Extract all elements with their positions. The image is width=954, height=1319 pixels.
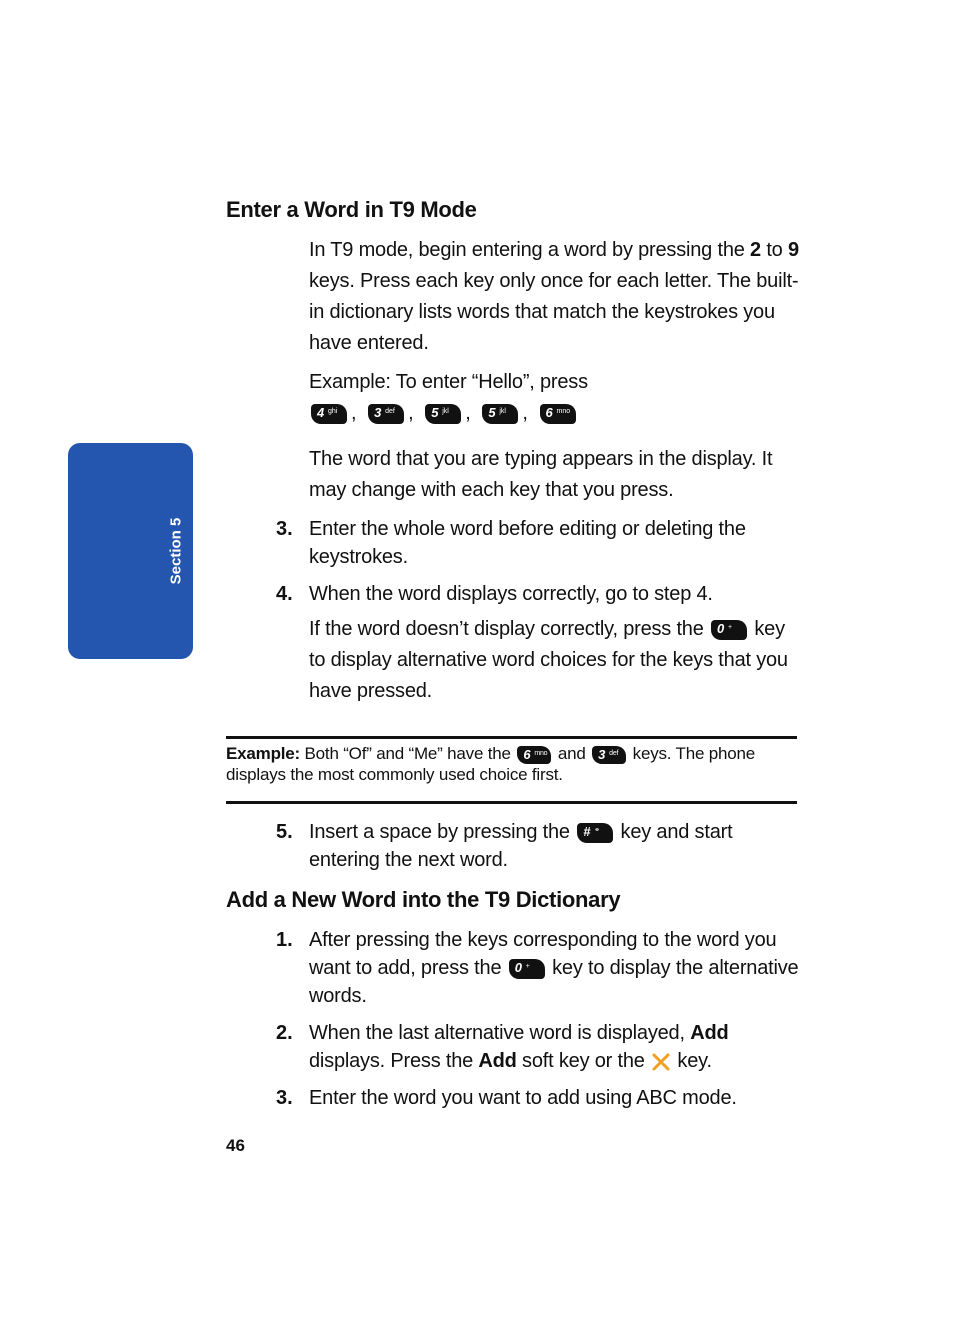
key-0-icon: 0 +	[509, 959, 545, 979]
step4-sub-paragraph: If the word doesn’t display correctly, press the 0 + key to display alternative word choices for the keys that you have pressed.	[309, 618, 788, 702]
step-number: 4.	[276, 583, 293, 605]
key-0-icon: 0 +	[711, 620, 747, 640]
display-note: The word that you are typing appears in the display. It may change with each key that you press.	[309, 448, 773, 501]
section-tab-label: Section 5	[167, 517, 185, 585]
section-heading-add-word: Add a New Word into the T9 Dictionary	[226, 887, 621, 912]
key-5-icon: 5 jkl	[482, 404, 518, 424]
step-text: When the word displays correctly, go to step 4.	[309, 583, 713, 605]
example-note: Example: Both “Of” and “Me” have the 6 mno and 3 def keys. The phone displays the most commonly used choice first.	[226, 744, 756, 784]
key-4-icon: 4 ghi	[311, 404, 347, 424]
step-text: Insert a space by pressing the # ⚭ key and start entering the next word.	[309, 821, 733, 871]
key-3-icon: 3 def	[592, 746, 626, 764]
pound-key-icon: # ⚭	[577, 823, 613, 843]
key-6-icon: 6 mno	[540, 404, 576, 424]
step-text: Enter the word you want to add using ABC mode.	[309, 1087, 737, 1109]
step-text: After pressing the keys corresponding to the word you want to add, press the 0 + key to display the alternative words.	[309, 929, 799, 1007]
intro-paragraph: In T9 mode, begin entering a word by pressing the 2 to 9 keys. Press each key only once for each letter. The built-in dictionary lists words that match the keystrokes you have entered.	[309, 239, 799, 354]
note-bottom-rule	[226, 801, 797, 804]
key-6-icon: 6 mno	[517, 746, 551, 764]
example-line: Example: To enter “Hello”, press	[309, 371, 588, 393]
key-5-icon: 5 jkl	[425, 404, 461, 424]
step-number: 5.	[276, 821, 293, 843]
key-3-icon: 3 def	[368, 404, 404, 424]
step-text: Enter the whole word before editing or deleting the keystrokes.	[309, 518, 746, 568]
step-number: 1.	[276, 929, 293, 951]
note-top-rule	[226, 736, 797, 739]
page-number: 46	[226, 1136, 245, 1155]
section-heading-t9: Enter a Word in T9 Mode	[226, 197, 477, 222]
step-text: When the last alternative word is displayed, Add displays. Press the Add soft key or the key.	[309, 1022, 729, 1072]
navigation-key-icon	[650, 1051, 672, 1073]
step-number: 3.	[276, 518, 293, 540]
example-key-row: 4 ghi , 3 def , 5 jkl , 5 jkl , 6 mno	[309, 402, 578, 425]
step-number: 2.	[276, 1022, 293, 1044]
step-number: 3.	[276, 1087, 293, 1109]
